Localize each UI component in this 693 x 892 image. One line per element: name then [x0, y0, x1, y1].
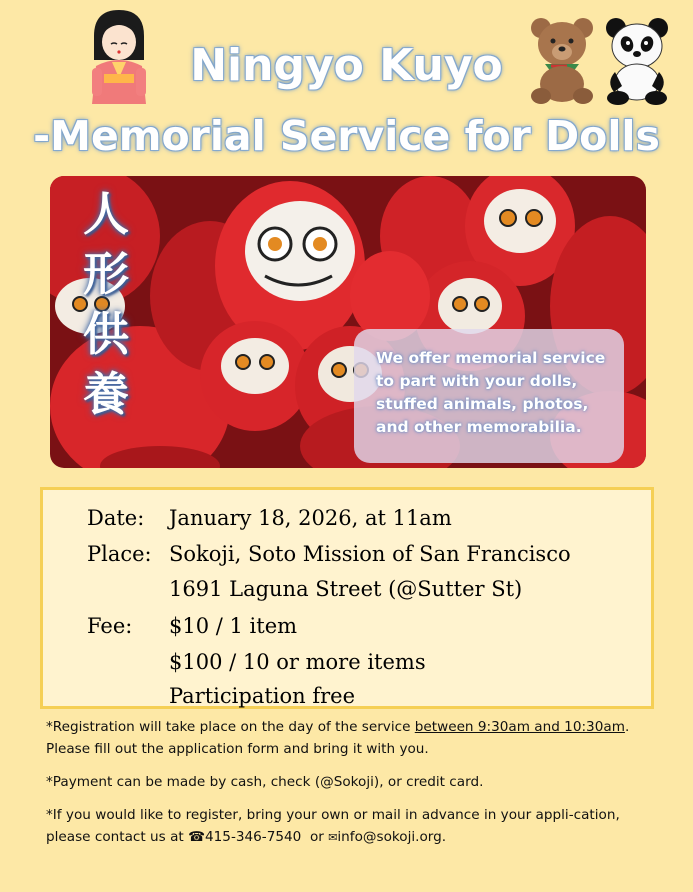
contact-text: *If you would like to register, bring your own or mail in advance in your appli-cation, please contact us at: [46, 807, 620, 845]
fee-label: Fee:: [87, 614, 133, 638]
registration-text: *Registration will take place on the day of the service: [46, 719, 415, 735]
contact-or: or: [301, 829, 329, 845]
registration-time: between 9:30am and 10:30am: [414, 719, 625, 735]
registration-note: [46, 716, 646, 760]
kanji-char: 養: [83, 367, 129, 421]
fee-value-single: $10 / 1 item: [169, 614, 298, 638]
mail-icon: ✉: [328, 831, 338, 844]
contact-note: [46, 804, 646, 849]
page-subtitle: -Memorial Service for Dolls: [33, 112, 660, 160]
payment-note: *Payment can be made by cash, check (@Sokoji), or credit card.: [46, 774, 484, 790]
fee-value-bulk: $100 / 10 or more items: [169, 650, 426, 674]
notes-section: [46, 716, 646, 860]
description-bubble: [354, 329, 624, 463]
date-value: January 18, 2026, at 11am: [169, 506, 452, 530]
contact-end: .: [441, 829, 447, 845]
kanji-char: 供: [83, 307, 129, 361]
phone-number[interactable]: 415-346-7540: [205, 829, 302, 845]
email-link[interactable]: info@sokoji.org: [337, 829, 442, 845]
bubble-line: and other memorabilia.: [376, 418, 582, 436]
registration-text-end: . Please fill out the application form and bring it with you.: [46, 719, 630, 757]
place-value: Sokoji, Soto Mission of San Francisco: [169, 542, 571, 566]
place-label: Place:: [87, 542, 152, 566]
bubble-line: We offer memorial service: [376, 349, 606, 367]
kanji-char: 人: [83, 187, 129, 241]
kanji-title: [76, 184, 136, 424]
fee-value-participation: Participation free: [169, 684, 356, 708]
phone-icon: ☎: [188, 829, 205, 845]
kanji-char: 形: [83, 247, 129, 301]
page-title: Ningyo Kuyo: [190, 40, 503, 91]
event-info-box: [40, 487, 654, 709]
address-value: 1691 Laguna Street (@Sutter St): [169, 577, 523, 601]
bubble-line: to part with your dolls,: [376, 372, 578, 390]
bubble-line: stuffed animals, photos,: [376, 395, 589, 413]
date-label: Date:: [87, 506, 145, 530]
